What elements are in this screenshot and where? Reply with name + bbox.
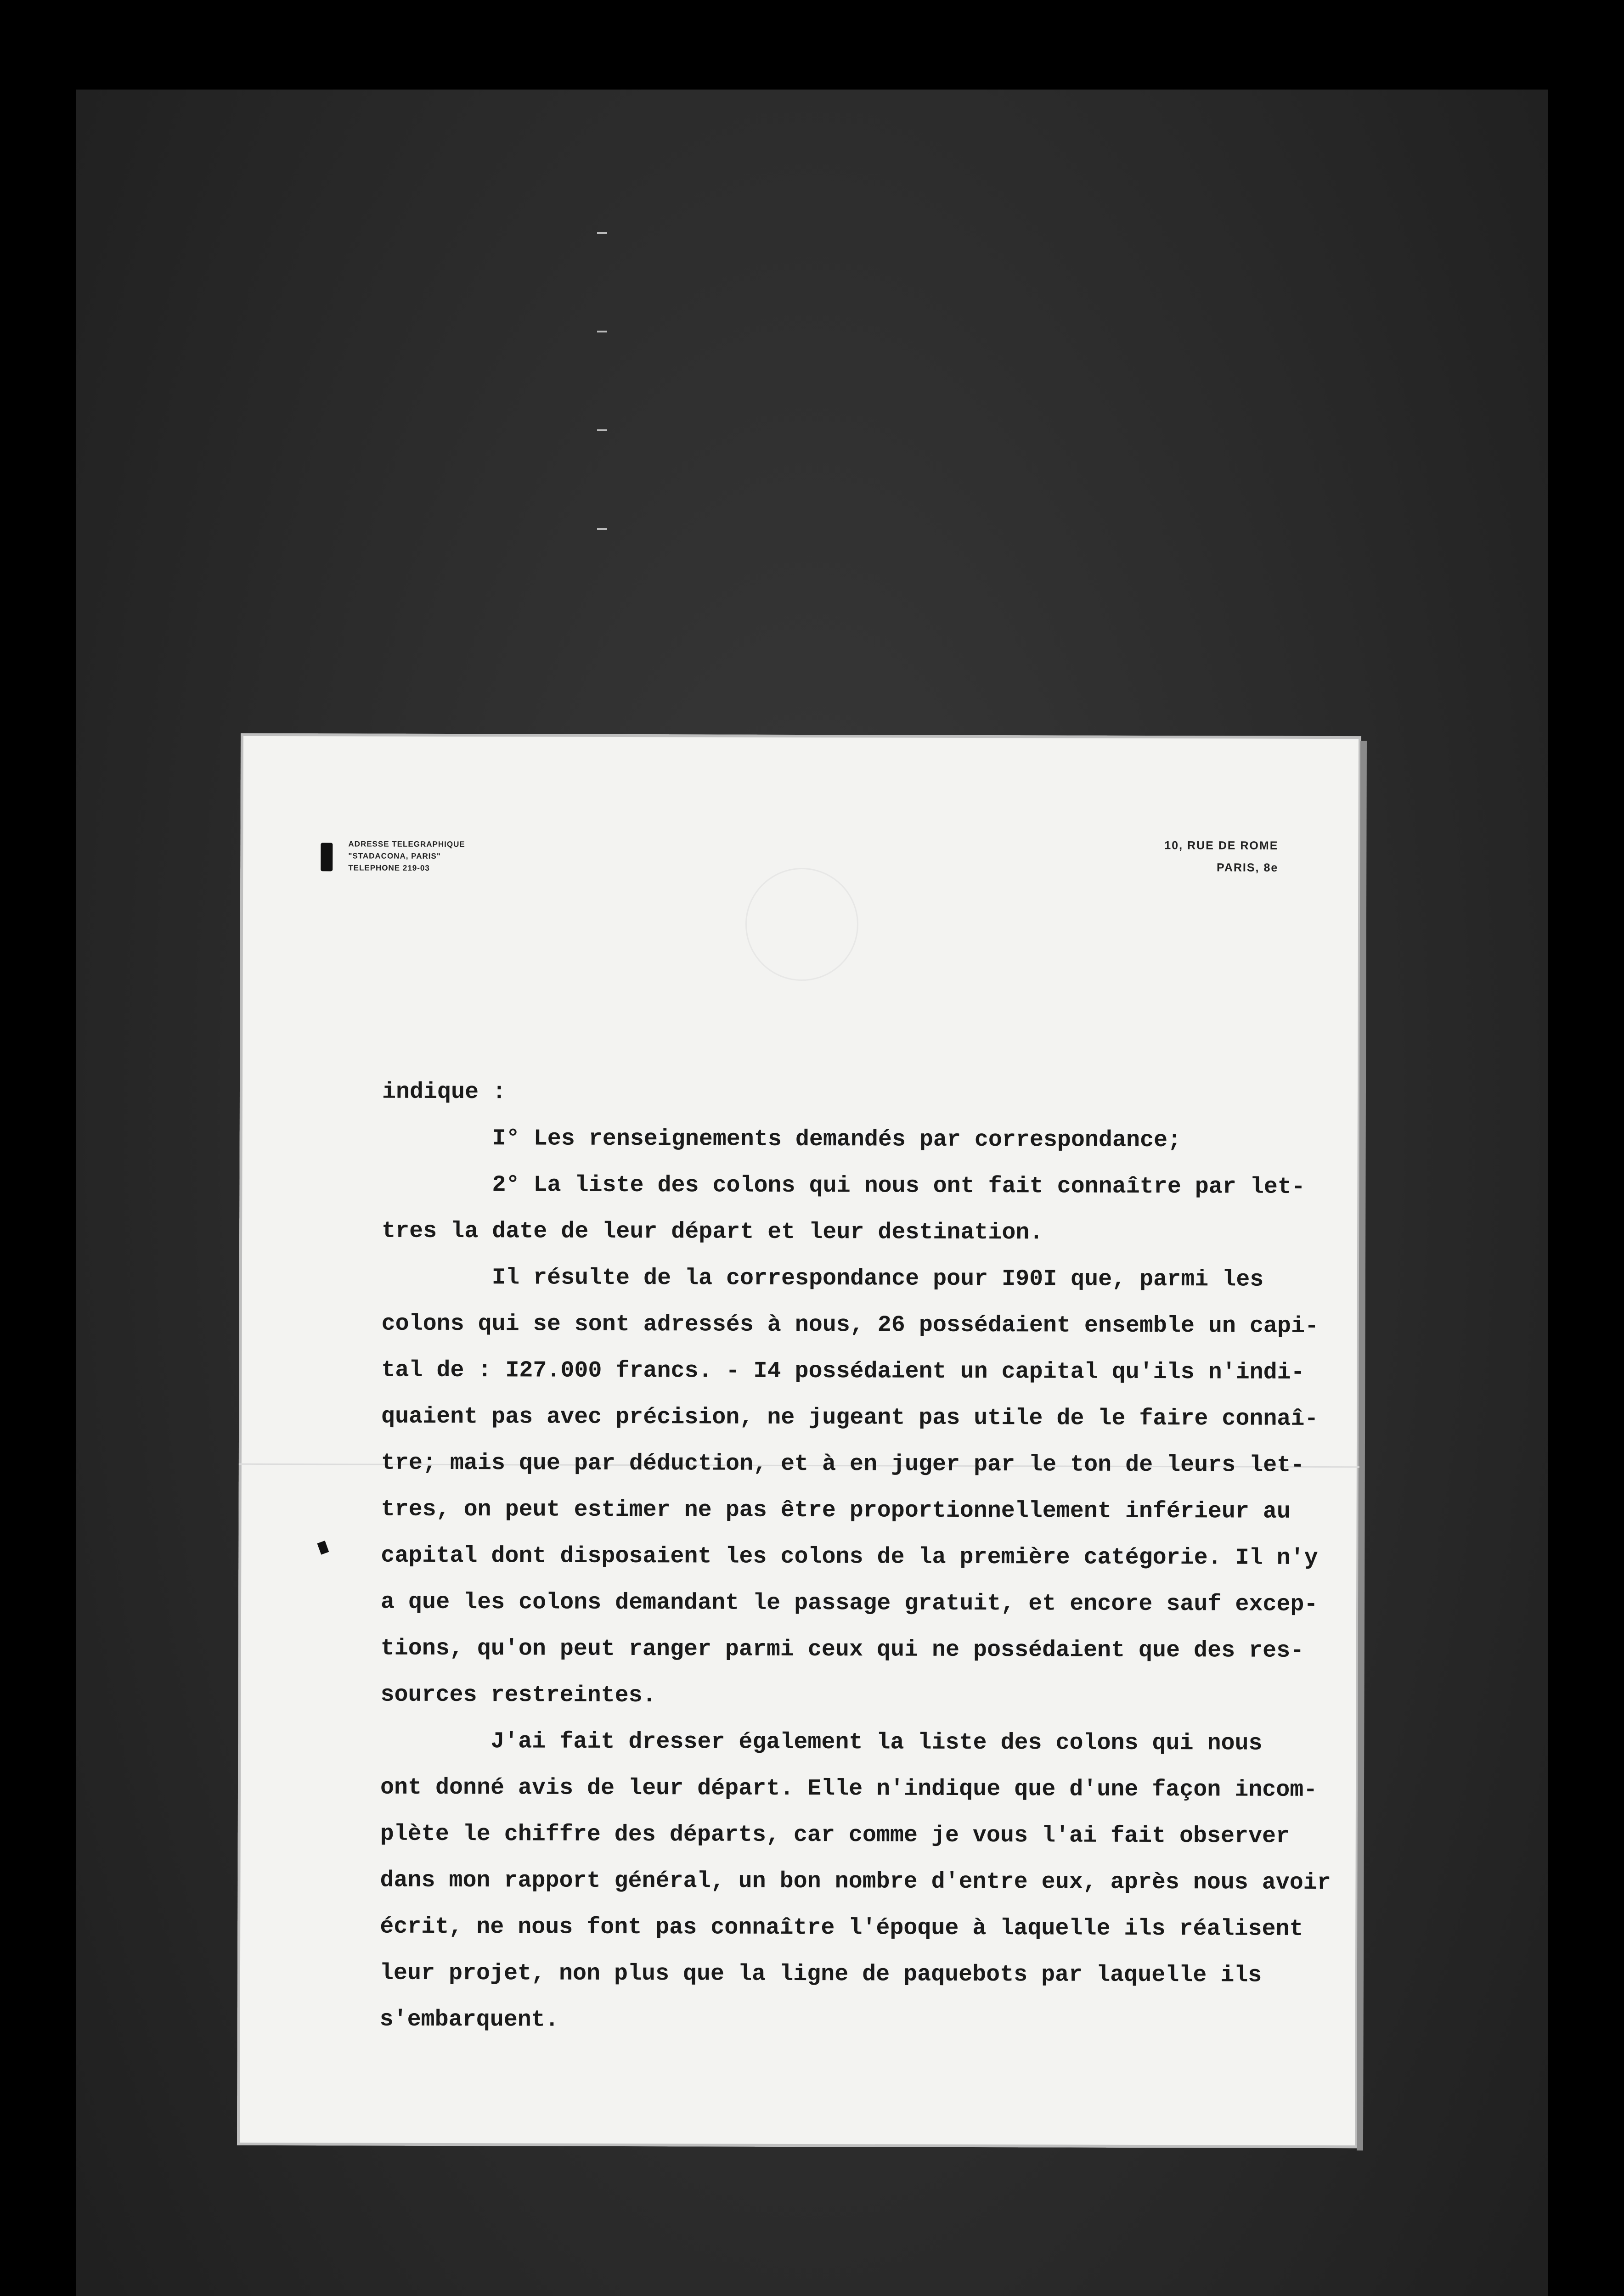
body-line: J'ai fait dresser également la liste des colons qui nous	[380, 1728, 1263, 1757]
body-line: sources restreintes.	[380, 1682, 656, 1709]
body-line: 2° La liste des colons qui nous ont fait connaître par let-	[382, 1171, 1305, 1200]
body-line: leur projet, non plus que la ligne de paquebots par laquelle ils	[379, 1960, 1262, 1989]
letterhead-telegraph	[339, 838, 465, 874]
body-line: a que les colons demandant le passage gratuit, et encore sauf excep-	[381, 1589, 1318, 1618]
body-line: indique :	[382, 1079, 507, 1106]
letterhead-street: 10, RUE DE ROME	[1164, 839, 1279, 852]
letterhead-telephone: TELEPHONE 219-03	[348, 863, 430, 872]
body-line: ont donné avis de leur départ. Elle n'indique que d'une façon incom-	[380, 1774, 1318, 1803]
body-line: tre; mais que par déduction, et à en juger par le ton de leurs let-	[381, 1450, 1305, 1479]
letterhead-telegraph-address: "STADACONA, PARIS"	[348, 851, 441, 861]
body-line: s'embarquent.	[379, 2006, 559, 2033]
body-line: plète le chiffre des départs, car comme je vous l'ai fait observer	[380, 1821, 1290, 1850]
body-line: I° Les renseignements demandés par correspondance;	[382, 1125, 1182, 1154]
body-line: tres la date de leur départ et leur destination.	[382, 1218, 1043, 1246]
body-line: capital dont disposaient les colons de la première catégorie. Il n'y	[381, 1542, 1318, 1571]
body-line: colons qui se sont adressés à nous, 26 possédaient ensemble un capi-	[381, 1311, 1319, 1339]
body-line: Il résulte de la correspondance pour I90I que, parmi les	[381, 1264, 1264, 1293]
letterhead-city: PARIS, 8e	[1216, 861, 1279, 874]
letter-body	[379, 1069, 1331, 2045]
body-line: écrit, ne nous font pas connaître l'époque à laquelle ils réalisent	[380, 1913, 1303, 1942]
embossed-seal-icon	[745, 868, 859, 981]
body-line: tres, on peut estimer ne pas être proportionnellement inférieur au	[381, 1496, 1291, 1525]
letter-page	[237, 733, 1361, 2148]
frame-tick-mark	[597, 429, 607, 431]
body-line: dans mon rapport général, un bon nombre d'entre eux, après nous avoir	[380, 1867, 1331, 1896]
letterhead-address	[1164, 834, 1278, 879]
body-line: tal de : I27.000 francs. - I4 possédaient un capital qu'ils n'indi-	[381, 1357, 1305, 1386]
letterhead-telegraph-label: ADRESSE TELEGRAPHIQUE	[348, 839, 465, 849]
body-line: tions, qu'on peut ranger parmi ceux qui ne possédaient que des res-	[380, 1635, 1304, 1664]
frame-tick-mark	[597, 331, 607, 332]
frame-tick-mark	[597, 528, 607, 530]
body-line: quaient pas avec précision, ne jugeant pas utile de le faire connaî-	[381, 1403, 1319, 1432]
letterhead-logo-icon	[321, 843, 333, 871]
frame-tick-mark	[597, 232, 607, 234]
ink-blot	[317, 1541, 329, 1555]
